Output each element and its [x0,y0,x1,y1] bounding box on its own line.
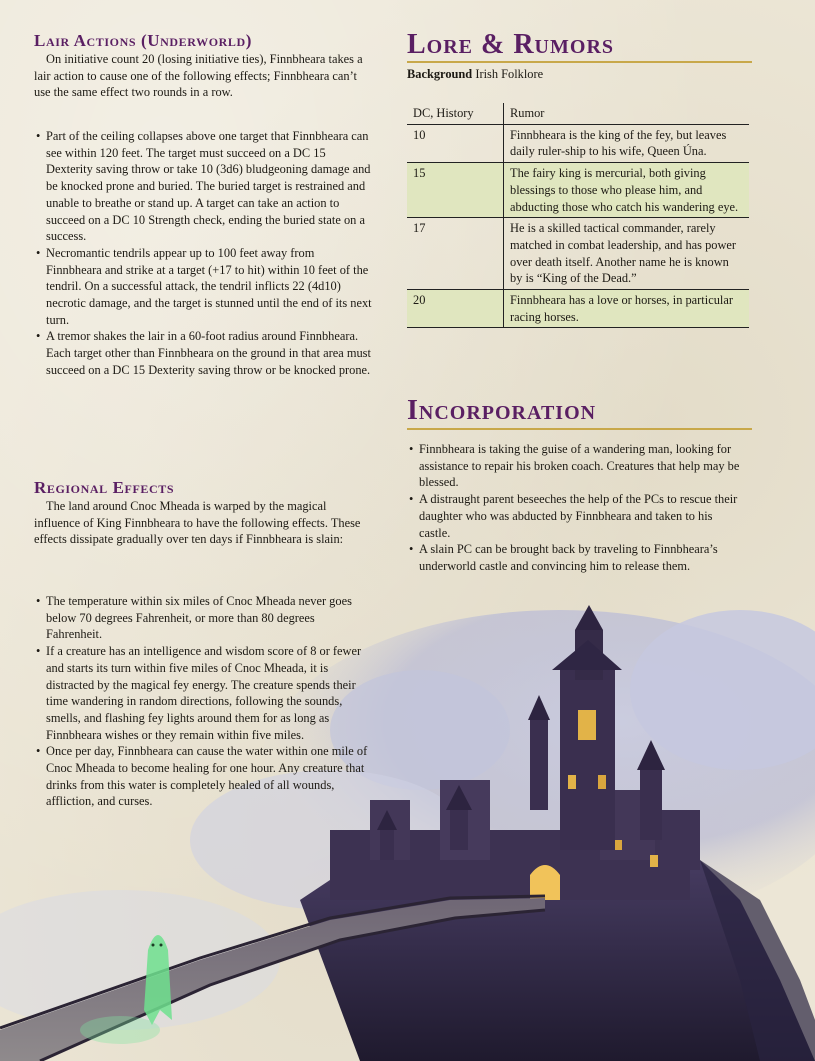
table-row [407,290,749,328]
rumor-cell: The fairy king is mercurial, both giving blessings to those who please him, and abducting those who catch his wandering eye. [504,163,750,218]
dc-cell: 15 [407,163,504,218]
lair-action-item: • A tremor shakes the lair in a 60-foot radius around Finnbheara. Each target other than Finnbheara on the ground in that area must succeed on a DC 15 Dexterity saving throw or be knocked prone. [34,328,372,378]
incorporation-heading: Incorporation [407,395,597,426]
dc-cell: 17 [407,218,504,290]
dc-column-header: DC, History [407,103,504,124]
lair-action-item: • Necromantic tendrils appear up to 100 feet away from Finnbheara and strike at a target (+17 to hit) within 10 feet of the tendril. On a successful attack, the tendril inflicts 22 (4d10) necrotic damage, and the target is stunned until the end of its next turn. [34,245,372,329]
lair-actions-intro: On initiative count 20 (losing initiative ties), Finnbheara takes a lair action to cause one of the following effects; Finnbheara can’t use the same effect two rounds in a row. [34,52,363,100]
incorporation-item: • A distraught parent beseeches the help of the PCs to rescue their daughter who was abducted by Finnbheara and taken to his castle. [407,491,742,541]
incorporation-item: • Finnbheara is taking the guise of a wandering man, looking for assistance to repair his broken coach. Creatures that help may be blessed. [407,441,742,491]
background-label: Background [407,67,473,81]
rumor-cell: Finnbheara has a love or horses, in particular racing horses. [504,290,750,328]
incorporation-list [407,441,742,575]
rumor-table [407,103,749,328]
table-row [407,163,749,218]
dc-cell: 10 [407,124,504,162]
background-line [407,66,543,83]
rumor-column-header: Rumor [504,103,750,124]
regional-effect-item: • Once per day, Finnbheara can cause the water within one mile of Cnoc Mheada to become healing for one hour. Any creature that drinks from this water is completely healed of all wounds, affliction, and curses. [34,743,372,810]
lair-action-item: • Part of the ceiling collapses above one target that Finnbheara can see within 120 feet. The target must succeed on a DC 15 Dexterity saving throw or take 10 (3d6) bludgeoning damage and be knocked prone and buried. The buried target is restrained and unable to breathe or stand up. A target can take an action to succeed on a DC 10 Strength check, ending the buried state on a success. [34,128,372,245]
lore-rumors-heading: Lore & Rumors [407,29,615,60]
regional-effects-list [34,593,372,810]
rumor-cell: He is a skilled tactical commander, rarely matched in combat leadership, and has power over death itself. Another name he is known by is “King of the Dead.” [504,218,750,290]
incorporation-item: • A slain PC can be brought back by traveling to Finnbheara’s underworld castle and convincing him to release them. [407,541,742,574]
table-row [407,218,749,290]
regional-effect-item: • If a creature has an intelligence and wisdom score of 8 or fewer and starts its turn within five miles of Cnoc Mheada, it is distracted by the magical fey energy. The creature spends their time wandering in random directions, following the sounds, smells, and flashing fey lights around them for as long as Finnbheara wishes or they remain within five miles. [34,643,372,743]
regional-effects-heading: Regional Effects [34,478,175,497]
lair-actions-list [34,128,372,379]
background-value: Irish Folklore [475,67,544,81]
rumor-table-header [407,103,749,124]
heading-rule [407,428,752,430]
table-row [407,124,749,162]
regional-effects-intro: The land around Cnoc Mheada is warped by the magical influence of King Finnbheara to have the following effects. These effects dissipate gradually over ten days if Finnbheara is slain: [34,499,361,547]
dc-cell: 20 [407,290,504,328]
heading-rule [407,61,752,63]
rumor-cell: Finnbheara is the king of the fey, but leaves daily ruler-ship to his wife, Queen Úna. [504,124,750,162]
regional-effect-item: • The temperature within six miles of Cnoc Mheada never goes below 70 degrees Fahrenheit, or more than 80 degrees Fahrenheit. [34,593,372,643]
lair-actions-heading: Lair Actions (Underworld) [34,31,253,50]
